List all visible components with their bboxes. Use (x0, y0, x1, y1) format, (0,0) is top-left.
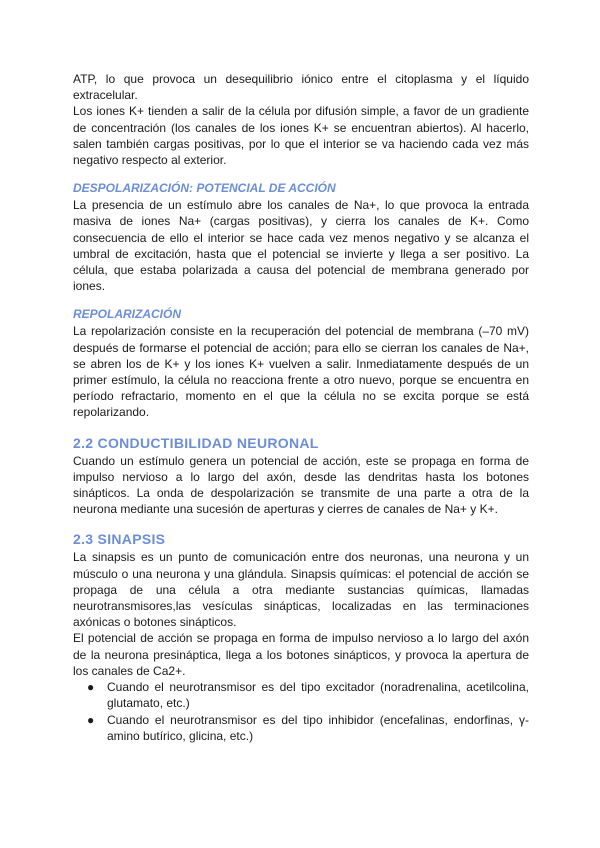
sinapsis-paragraph-1: La sinapsis es un punto de comunicación entre dos neuronas, una neurona y un músculo o una neurona y una glándula. Sinapsis químicas: el potencial de acción se propaga de una célula a otra mediante sustancias químicas, llamadas neurotransmisores,las vesículas sinápticas, localizadas en las terminaciones axónicas o botones sinápticos. (73, 550, 529, 630)
conductibilidad-heading: 2.2 CONDUCTIBILIDAD NEURONAL (73, 434, 319, 451)
bullet-icon: ● (87, 680, 95, 695)
sinapsis-heading: 2.3 SINAPSIS (73, 531, 166, 548)
list-item-text: Cuando el neurotransmisor es del tipo inhibidor (encefalinas, endorfinas, γ-amino butírico, glicina, etc.) (107, 712, 529, 743)
list-item (73, 712, 529, 744)
conductibilidad-paragraph: Cuando un estímulo genera un potencial de acción, este se propaga en forma de impulso nervioso a lo largo del axón, desde las dendritas hasta los botones sinápticos. La onda de despolarización se transmite de una parte a otra de la neurona mediante una sucesión de aperturas y cierres de canales de Na+ y K+. (73, 453, 529, 517)
sinapsis-paragraph-2: El potencial de acción se propaga en forma de impulso nervioso a lo largo del axón de la neurona presináptica, llega a los botones sinápticos, y provoca la apertura de los canales de Ca2+. (73, 631, 529, 678)
repolarizacion-paragraph: La repolarización consiste en la recuperación del potencial de membrana (–70 mV) después de formarse el potencial de acción; para ello se cierran los canales de Na+, se abren los de K+ y los iones K+ vuelven a salir. Inmediatamente después de un primer estímulo, la célula no reacciona frente a otro nuevo, porque se encuentra en período refractario, momento en el que la célula no se excita porque se está repolarizando. (73, 324, 529, 420)
page-content (73, 71, 529, 744)
intro-paragraph-2: Los iones K+ tienden a salir de la célula por difusión simple, a favor de un gradiente de concentración (los canales de los iones K+ se encuentran abiertos). Al hacerlo, salen también cargas positivas, por lo que el interior se va haciendo cada vez más negativo respecto al exterior. (73, 104, 529, 168)
despolarizacion-heading: DESPOLARIZACIÓN: POTENCIAL DE ACCIÓN (73, 181, 336, 196)
list-item-text: Cuando el neurotransmisor es del tipo excitador (noradrenalina, acetilcolina, glutamato, etc.) (107, 680, 529, 711)
bullet-icon: ● (87, 712, 95, 727)
intro-paragraph-1: ATP, lo que provoca un desequilibrio iónico entre el citoplasma y el líquido extracelular. (73, 72, 529, 103)
repolarizacion-heading: REPOLARIZACIÓN (73, 307, 181, 322)
despolarizacion-paragraph: La presencia de un estímulo abre los canales de Na+, lo que provoca la entrada masiva de iones Na+ (cargas positivas), y cierra los canales de K+. Como consecuencia de ello el interior se hace cada vez menos negativo y se alcanza el umbral de excitación, hasta que el potencial se invierte y llega a ser positivo. La célula, que estaba polarizada a causa del potencial de membrana generado por iones. (73, 198, 529, 294)
list-item (73, 679, 529, 711)
neurotransmisor-list (73, 679, 529, 744)
